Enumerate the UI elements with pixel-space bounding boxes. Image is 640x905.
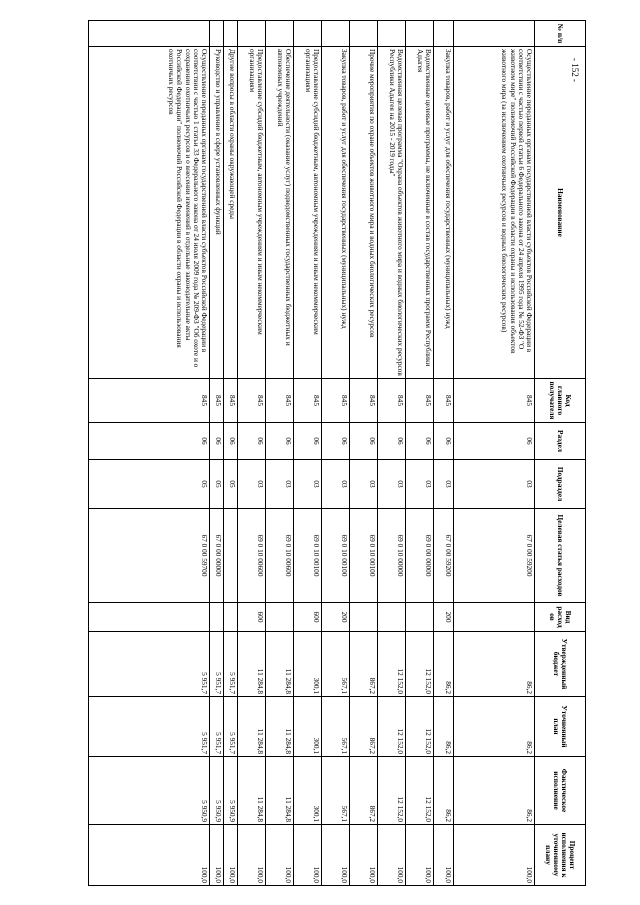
cell-num — [294, 21, 322, 47]
cell-refined: 867,2 — [350, 697, 378, 757]
cell-code: 845 — [322, 379, 350, 423]
cell-article: 69 0 10 00600 — [238, 509, 266, 603]
cell-actual: 5 950,9 — [224, 757, 238, 825]
table-row — [210, 21, 224, 886]
cell-subsection: 03 — [406, 460, 434, 509]
header-actual: Фактическое исполнение — [535, 757, 586, 825]
header-num: № п/п — [535, 21, 586, 47]
cell-section: 06 — [266, 423, 294, 460]
cell-approved: 86,2 — [434, 632, 454, 697]
cell-section: 06 — [89, 423, 210, 460]
cell-section: 06 — [434, 423, 454, 460]
cell-code: 845 — [210, 379, 224, 423]
cell-num — [210, 21, 224, 47]
cell-article: 69 0 10 00000 — [378, 509, 406, 603]
cell-refined: 5 951,7 — [224, 697, 238, 757]
cell-subsection: 03 — [322, 460, 350, 509]
cell-type: 200 — [434, 603, 454, 632]
table-row — [224, 21, 238, 886]
header-approved: Утвержденный бюджет — [535, 632, 586, 697]
cell-num — [89, 21, 210, 47]
cell-num — [224, 21, 238, 47]
header-name: Наименование — [535, 47, 586, 379]
cell-num — [238, 21, 266, 47]
cell-approved: 867,2 — [350, 632, 378, 697]
cell-section: 06 — [350, 423, 378, 460]
cell-code: 845 — [406, 379, 434, 423]
cell-code: 845 — [434, 379, 454, 423]
cell-actual: 12 152,0 — [406, 757, 434, 825]
cell-article: 67 0 00 59200 — [434, 509, 454, 603]
cell-num — [350, 21, 378, 47]
cell-actual: 12 152,0 — [378, 757, 406, 825]
cell-num — [406, 21, 434, 47]
cell-name: Обеспечение деятельности (оказание услуг) подведомственных государственных бюджетных и автономных учреждений — [266, 47, 294, 379]
cell-type — [266, 603, 294, 632]
cell-section: 06 — [406, 423, 434, 460]
cell-type — [406, 603, 434, 632]
page-number: - 152 - — [570, 58, 580, 82]
cell-name: Ведомственная целевая программа "Охрана объектов животного мира и водных биологических ресурсов Республики Адыгея на 2015 - 2019 годы" — [378, 47, 406, 379]
cell-actual: 11 284,8 — [238, 757, 266, 825]
header-article: Целевая статья расходов — [535, 509, 586, 603]
cell-approved: 86,2 — [454, 632, 535, 697]
cell-type — [210, 603, 224, 632]
cell-refined: 5 951,7 — [89, 697, 210, 757]
cell-type: 600 — [238, 603, 266, 632]
cell-subsection: 03 — [378, 460, 406, 509]
cell-approved: 12 152,0 — [378, 632, 406, 697]
header-refined: Уточненный план — [535, 697, 586, 757]
cell-actual: 567,1 — [322, 757, 350, 825]
cell-name: Осуществление переданных органам государственной власти субъектов Российской Федерации в соответствии с частью 1 статьи 33 Федерального закона от 24 июля 2009 года № 209-ФЗ "Об охоте и о сохранении охотничьих ресурсов и о внесении изменений в отдельные законодательные акты Российской Федерации" полномочий Российской Федерации в области охраны и использования охотничьих ресурсов — [89, 47, 210, 379]
cell-code: 845 — [350, 379, 378, 423]
cell-percent: 100,0 — [89, 825, 210, 886]
cell-article — [224, 509, 238, 603]
cell-refined: 567,1 — [322, 697, 350, 757]
cell-code: 845 — [294, 379, 322, 423]
cell-name: Другие вопросы в области охраны окружающей среды — [224, 47, 238, 379]
cell-section: 06 — [224, 423, 238, 460]
cell-approved: 5 951,7 — [224, 632, 238, 697]
cell-num — [322, 21, 350, 47]
cell-section: 06 — [322, 423, 350, 460]
cell-actual: 86,2 — [434, 757, 454, 825]
cell-refined: 86,2 — [434, 697, 454, 757]
table-row — [294, 21, 322, 886]
cell-type — [89, 603, 210, 632]
cell-article: 69 0 10 00600 — [266, 509, 294, 603]
cell-code: 845 — [378, 379, 406, 423]
table-row — [322, 21, 350, 886]
cell-refined: 5 951,7 — [210, 697, 224, 757]
cell-approved: 567,1 — [322, 632, 350, 697]
cell-actual: 5 950,9 — [89, 757, 210, 825]
cell-code: 845 — [238, 379, 266, 423]
header-type: Вид расходов — [535, 603, 586, 632]
cell-actual: 86,2 — [454, 757, 535, 825]
cell-section: 06 — [454, 423, 535, 460]
cell-subsection: 05 — [210, 460, 224, 509]
header-percent: Процент исполнения к уточненному плану — [535, 825, 586, 886]
header-subsection: Подраздел — [535, 460, 586, 509]
cell-percent: 100,0 — [322, 825, 350, 886]
cell-percent: 100,0 — [434, 825, 454, 886]
cell-refined: 11 284,8 — [266, 697, 294, 757]
cell-name: Руководство и управление в сфере установленных функций — [210, 47, 224, 379]
cell-approved: 12 152,0 — [406, 632, 434, 697]
table-row — [406, 21, 434, 886]
table-row — [434, 21, 454, 886]
cell-subsection: 03 — [266, 460, 294, 509]
cell-name: Ведомственные целевые программы, не включенные в состав государственных программ Республики Адыгея — [406, 47, 434, 379]
cell-article: 69 0 10 00100 — [322, 509, 350, 603]
table-row — [89, 21, 210, 886]
cell-section: 06 — [210, 423, 224, 460]
cell-refined: 12 152,0 — [406, 697, 434, 757]
cell-name: Закупка товаров, работ и услуг для обеспечения государственных (муниципальных) нужд — [322, 47, 350, 379]
cell-section: 06 — [238, 423, 266, 460]
cell-actual: 867,2 — [350, 757, 378, 825]
cell-subsection: 05 — [224, 460, 238, 509]
table-header-row — [535, 21, 586, 886]
cell-subsection: 03 — [454, 460, 535, 509]
cell-subsection: 03 — [434, 460, 454, 509]
cell-approved: 5 951,7 — [89, 632, 210, 697]
cell-article: 69 0 10 00100 — [294, 509, 322, 603]
cell-num — [454, 21, 535, 47]
cell-type — [454, 603, 535, 632]
table-row — [350, 21, 378, 886]
cell-refined: 86,2 — [454, 697, 535, 757]
cell-subsection: 03 — [238, 460, 266, 509]
cell-article: 67 0 00 00000 — [210, 509, 224, 603]
cell-percent: 100,0 — [266, 825, 294, 886]
cell-percent: 100,0 — [238, 825, 266, 886]
cell-approved: 5 951,7 — [210, 632, 224, 697]
cell-percent: 100,0 — [210, 825, 224, 886]
cell-actual: 300,1 — [294, 757, 322, 825]
cell-refined: 300,1 — [294, 697, 322, 757]
cell-subsection: 05 — [89, 460, 210, 509]
cell-refined: 12 152,0 — [378, 697, 406, 757]
cell-name: Предоставление субсидий бюджетным, автономным учреждениям и иным некоммерческим организациям — [294, 47, 322, 379]
cell-code: 845 — [454, 379, 535, 423]
cell-num — [266, 21, 294, 47]
cell-percent: 100,0 — [406, 825, 434, 886]
cell-percent: 100,0 — [224, 825, 238, 886]
cell-percent: 100,0 — [350, 825, 378, 886]
header-section: Раздел — [535, 423, 586, 460]
cell-article: 67 0 00 59200 — [454, 509, 535, 603]
cell-subsection: 03 — [350, 460, 378, 509]
cell-name: Осуществление переданных органам государственной власти субъектов Российской Федерации в соответствии с частью первой статьи 6 Федерального закона от 24 апреля 1995 года № 52-ФЗ "О животном мире" полномочий Российской Федерации в области охраны и использования объектов животного мира (за исключением охотничьих ресурсов и водных биологических ресурсов) — [454, 47, 535, 379]
cell-approved: 300,1 — [294, 632, 322, 697]
cell-subsection: 03 — [294, 460, 322, 509]
cell-percent: 100,0 — [454, 825, 535, 886]
budget-execution-table — [88, 20, 586, 886]
cell-name: Прочие мероприятия по охране объектов животного мира и водных биологических ресурсов — [350, 47, 378, 379]
cell-name: Предоставление субсидий бюджетным, автономным учреждениям и иным некоммерческим организациям — [238, 47, 266, 379]
cell-type: 200 — [322, 603, 350, 632]
cell-refined: 11 284,8 — [238, 697, 266, 757]
cell-code: 845 — [89, 379, 210, 423]
table-row — [266, 21, 294, 886]
cell-actual: 5 950,9 — [210, 757, 224, 825]
header-code: Код главного получателя — [535, 379, 586, 423]
cell-num — [378, 21, 406, 47]
rotated-page-content — [24, 20, 586, 885]
cell-type — [350, 603, 378, 632]
cell-num — [434, 21, 454, 47]
cell-code: 845 — [224, 379, 238, 423]
cell-type — [378, 603, 406, 632]
cell-article: 69 0 10 00100 — [350, 509, 378, 603]
cell-type: 600 — [294, 603, 322, 632]
cell-approved: 11 284,8 — [266, 632, 294, 697]
cell-percent: 100,0 — [294, 825, 322, 886]
table-row — [454, 21, 535, 886]
cell-article: 69 0 00 00000 — [406, 509, 434, 603]
table-row — [238, 21, 266, 886]
cell-section: 06 — [378, 423, 406, 460]
cell-percent: 100,0 — [378, 825, 406, 886]
cell-name: Закупка товаров, работ и услуг для обеспечения государственных (муниципальных) нужд — [434, 47, 454, 379]
cell-approved: 11 284,8 — [238, 632, 266, 697]
cell-type — [224, 603, 238, 632]
cell-article: 67 0 00 59700 — [89, 509, 210, 603]
cell-actual: 11 284,8 — [266, 757, 294, 825]
table-row — [378, 21, 406, 886]
cell-code: 845 — [266, 379, 294, 423]
cell-section: 06 — [294, 423, 322, 460]
